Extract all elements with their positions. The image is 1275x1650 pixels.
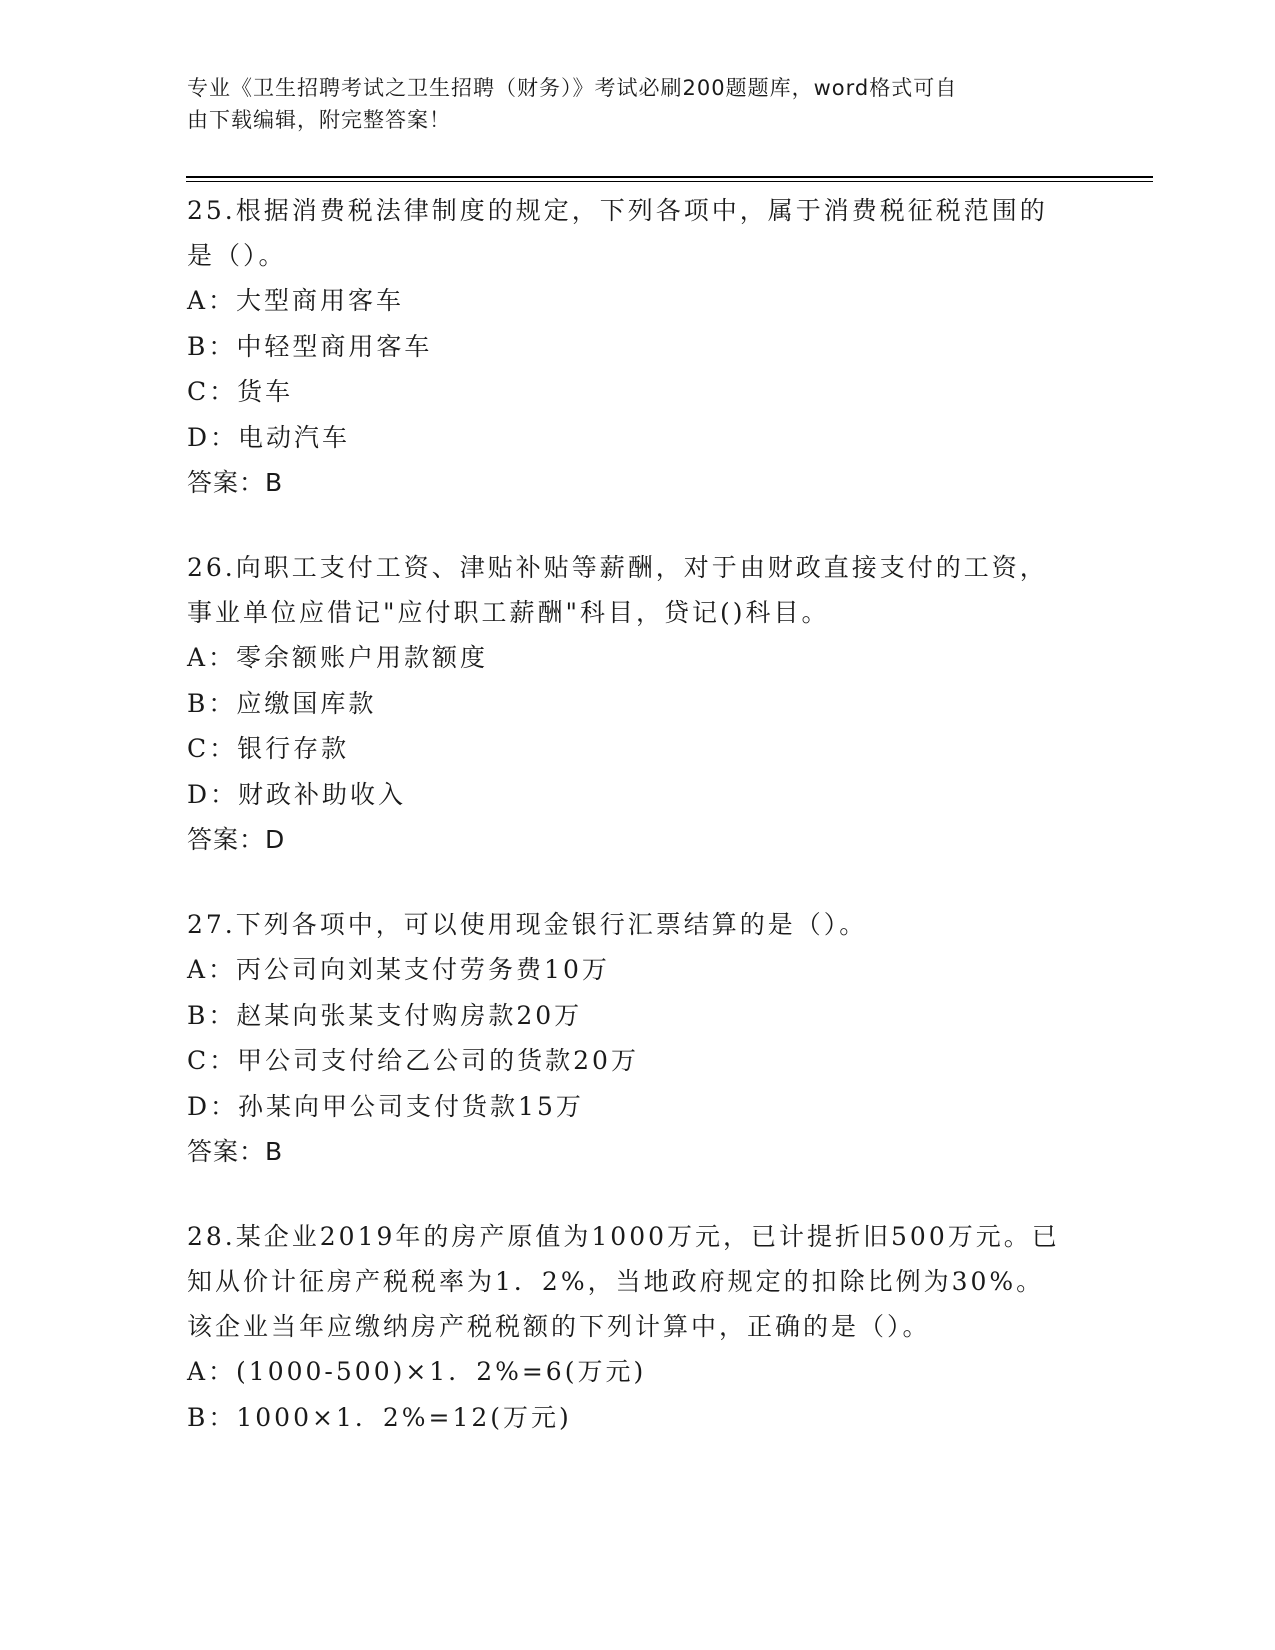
option-c: C：银行存款 [187, 734, 350, 763]
option-d: D：电动汽车 [187, 422, 351, 452]
document-header [187, 72, 1067, 136]
question-stem-line: 28.某企业2019年的房产原值为1000万元，已计提折旧500万元。已 [187, 1222, 1060, 1251]
option-b: B：中轻型商用客车 [187, 331, 433, 361]
option-b: B：应缴国库款 [187, 688, 377, 718]
question-stem-line: 事业单位应借记"应付职工薪酬"科目，贷记()科目。 [187, 598, 830, 627]
option-a: A：大型商用客车 [187, 286, 405, 315]
option-a: A：丙公司向刘某支付劳务费10万 [187, 955, 610, 984]
option-b: B：1000×1．2%=12(万元) [187, 1402, 572, 1432]
question-stem-line: 是（）。 [187, 241, 287, 270]
question-25 [187, 188, 1087, 505]
question-stem-line: 知从价计征房产税税率为1．2%，当地政府规定的扣除比例为30%。 [187, 1267, 1045, 1296]
question-26 [187, 545, 1087, 862]
option-a: A：(1000-500)×1．2%=6(万元) [187, 1357, 647, 1386]
option-c: C：甲公司支付给乙公司的货款20万 [187, 1046, 639, 1075]
option-a: A：零余额账户用款额度 [187, 643, 489, 672]
header-line-2: 由下载编辑，附完整答案！ [187, 108, 451, 132]
option-d: D：孙某向甲公司支付货款15万 [187, 1091, 584, 1121]
question-27 [187, 902, 1087, 1174]
question-stem-line: 25.根据消费税法律制度的规定，下列各项中，属于消费税征税范围的 [187, 196, 1048, 225]
question-stem-line: 27.下列各项中，可以使用现金银行汇票结算的是（）。 [187, 910, 868, 939]
option-b: B：赵某向张某支付购房款20万 [187, 1000, 583, 1030]
question-stem-line: 26.向职工支付工资、津贴补贴等薪酬，对于由财政直接支付的工资， [187, 553, 1048, 582]
header-line-1: 专业《卫生招聘考试之卫生招聘（财务）》考试必刷200题题库，word格式可自 [187, 76, 958, 100]
answer-line: 答案：B [187, 468, 284, 497]
option-c: C：货车 [187, 377, 294, 406]
question-stem-line: 该企业当年应缴纳房产税税额的下列计算中，正确的是（）。 [187, 1312, 931, 1341]
header-divider-thick [186, 176, 1153, 178]
option-d: D：财政补助收入 [187, 779, 407, 809]
answer-line: 答案：B [187, 1137, 284, 1166]
question-28 [187, 1214, 1087, 1440]
answer-line: 答案：D [187, 825, 286, 854]
header-divider-thin [186, 181, 1153, 182]
question-list [187, 188, 1087, 1480]
